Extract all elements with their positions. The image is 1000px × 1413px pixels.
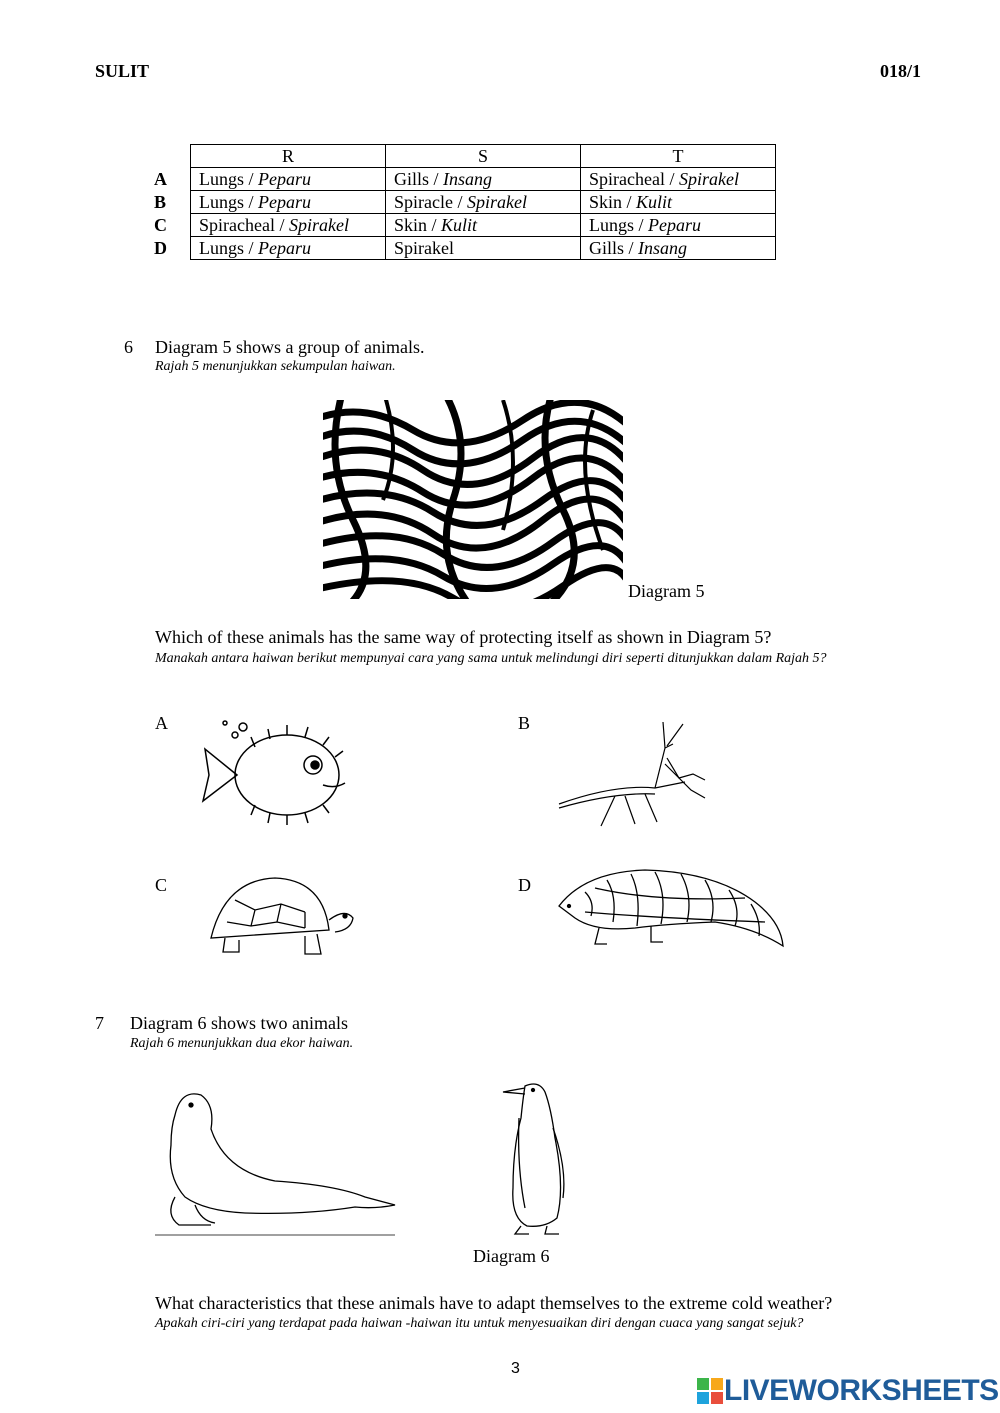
question-number: 6: [124, 337, 133, 357]
header-left: SULIT: [95, 61, 150, 81]
cell-malay: Peparu: [258, 169, 312, 189]
option-label-b[interactable]: B: [518, 713, 531, 733]
cell-english: Lungs /: [199, 238, 259, 258]
column-header: R: [191, 145, 386, 168]
question-number: 7: [95, 1013, 104, 1033]
cell-english: Gills /: [589, 238, 639, 258]
table-row: [150, 237, 776, 260]
cell-english: Lungs /: [199, 192, 259, 212]
liveworksheets-logo-icon: [697, 1378, 723, 1406]
cell-english: Spirakel: [394, 238, 454, 258]
cell-english: Lungs /: [589, 215, 649, 235]
cell-english: Skin /: [394, 215, 442, 235]
cell-malay: Spirakel: [466, 192, 527, 212]
tortoise-icon[interactable]: [205, 870, 355, 962]
cell-english: Lungs /: [199, 169, 259, 189]
column-header: S: [386, 145, 581, 168]
cell-english: Spiracle /: [394, 192, 467, 212]
table-header-row: [150, 145, 776, 168]
header-right: 018/1: [880, 61, 922, 81]
option-label-d[interactable]: D: [518, 875, 531, 895]
column-header: T: [581, 145, 776, 168]
question-6-intro: Diagram 5 shows a group of animals.: [155, 337, 425, 357]
cell-malay: Insang: [443, 169, 493, 189]
diagram-6-caption: Diagram 6: [473, 1246, 550, 1266]
row-label: B: [154, 192, 167, 212]
question-7-text: What characteristics that these animals have to adapt themselves to the extreme cold weather?: [155, 1293, 833, 1313]
row-label: D: [154, 238, 167, 258]
cell-english: Gills /: [394, 169, 444, 189]
cell-malay: Spirakel: [288, 215, 349, 235]
question-7-intro: Diagram 6 shows two animals: [130, 1013, 348, 1033]
table-row: [150, 191, 776, 214]
cell-malay: Kulit: [441, 215, 478, 235]
option-label-a[interactable]: A: [155, 713, 168, 733]
praying-mantis-icon[interactable]: [555, 718, 717, 830]
cell-malay: Kulit: [636, 192, 673, 212]
zebra-herd-image: [323, 400, 623, 599]
pufferfish-icon[interactable]: [195, 717, 355, 829]
cell-english: Spiracheal /: [199, 215, 289, 235]
table-row: [150, 168, 776, 191]
question-6-text: Which of these animals has the same way of protecting itself as shown in Diagram 5?: [155, 627, 772, 647]
cell-malay: Peparu: [258, 238, 312, 258]
table-row: [150, 214, 776, 237]
cell-malay: Peparu: [648, 215, 702, 235]
brand-name[interactable]: LIVEWORKSHEETS: [724, 1374, 999, 1407]
page-number: 3: [511, 1360, 520, 1377]
question-6-intro-malay: Rajah 5 menunjukkan sekumpulan haiwan.: [155, 359, 396, 374]
answer-options-table: [150, 144, 776, 260]
penguin-icon: [495, 1078, 577, 1238]
question-7-intro-malay: Rajah 6 menunjukkan dua ekor haiwan.: [130, 1036, 354, 1051]
question-6-text-malay: Manakah antara haiwan berikut mempunyai cara yang sama untuk melindungi diri seperti ditunjukkan dalam Rajah 5?: [155, 651, 827, 666]
cell-malay: Spirakel: [678, 169, 739, 189]
cell-malay: Insang: [638, 238, 688, 258]
pangolin-icon[interactable]: [555, 862, 787, 950]
option-label-c[interactable]: C: [155, 875, 168, 895]
cell-english: Skin /: [589, 192, 637, 212]
question-7-text-malay: Apakah ciri-ciri yang terdapat pada haiwan -haiwan itu untuk menyesuaikan diri dengan cuaca yang sangat sejuk?: [155, 1316, 804, 1331]
cell-malay: Peparu: [258, 192, 312, 212]
diagram-5-caption: Diagram 5: [628, 581, 705, 601]
row-label: C: [154, 215, 167, 235]
row-label: A: [154, 169, 167, 189]
cell-english: Spiracheal /: [589, 169, 679, 189]
seal-icon: [155, 1085, 400, 1245]
